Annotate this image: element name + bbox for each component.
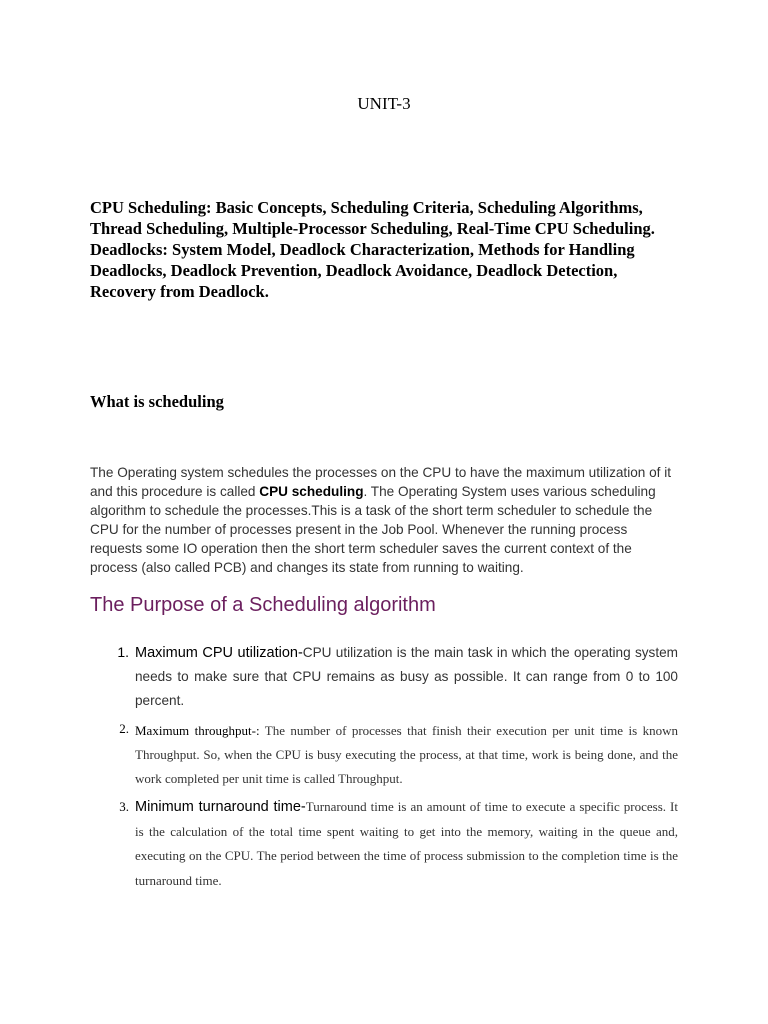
list-item-text: Turnaround time is an amount of time to execute a specific process. It is the calculation of the total time spent waiting to get into the memory, waiting in the queue and, executing on the CPU. The period between the time of process submission to the completion time is the turnaround time. [135,799,678,889]
list-item-body [135,719,678,792]
intro-text-start: The Operating system schedules the processes on the CPU to have the maximum utilization of it and this procedure is called [90,465,672,500]
list-item-lead: Maximum throughput-: [135,723,260,738]
list-number: 3. [119,799,129,814]
unit-title: UNIT-3 [357,94,411,113]
intro-text-end: . The Operating System uses various scheduling algorithm to schedule the processes.This is a task of the short term scheduler to schedule the CPU for the number of processes present in the Job Pool. Whenever the running process requests some IO operation then the short term scheduler saves the current context of the process (also called PCB) and changes its state from running to waiting. [90,484,656,576]
list-number: 1. [117,644,129,660]
list-number: 2. [119,721,129,736]
purpose-heading: The Purpose of a Scheduling algorithm [90,594,436,616]
list-item-lead: Minimum turnaround time- [135,799,306,815]
list-item-body [135,795,678,894]
section-heading: What is scheduling [90,392,224,411]
list-item-body [135,641,678,713]
list-item-lead: Maximum CPU utilization- [135,645,303,661]
intro-bold-term: CPU scheduling [259,484,364,500]
list-item-text: CPU utilization is the main task in which the operating system needs to make sure that CPU remains as busy as possible. It can range from 0 to 100 percent. [135,645,679,708]
syllabus-paragraph: CPU Scheduling: Basic Concepts, Scheduling Criteria, Scheduling Algorithms, Thread Scheduling, Multiple-Processor Scheduling, Real-Time CPU Scheduling. Deadlocks: System Model, Deadlock Characterization, Methods for Handling Deadlocks, Deadlock Prevention, Deadlock Avoidance, Deadlock Detection, Recovery from Deadlock. [90,198,655,301]
intro-paragraph [90,463,680,578]
list-item-text: The number of processes that finish their execution per unit time is known Throughput. So, when the CPU is busy executing the process, at that time, work is being done, and the work completed per unit time is called Throughput. [135,723,678,787]
